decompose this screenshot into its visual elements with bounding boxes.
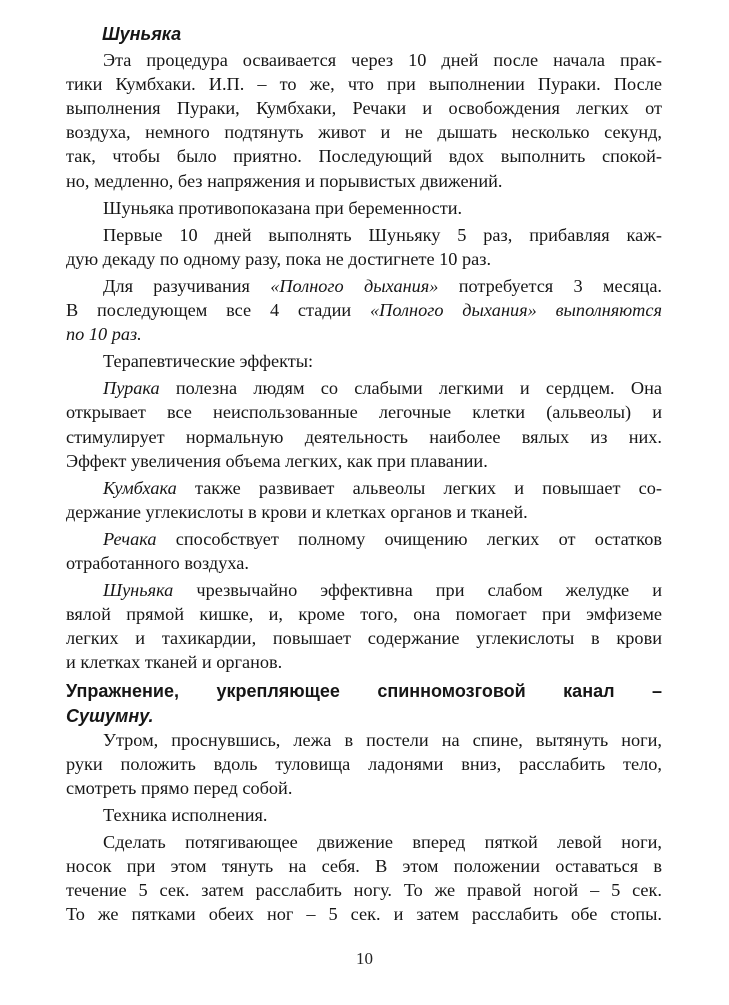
paragraph-technique	[66, 830, 662, 926]
text-line	[66, 274, 662, 298]
text-line	[66, 527, 662, 551]
text-line: носок при этом тянуть на себя. В этом положении оставаться в	[66, 856, 662, 877]
exercise-title-line: Упражнение, укрепляющее спинномозговой канал –	[66, 681, 662, 702]
paragraph-technique-label: Техника исполнения.	[103, 804, 268, 825]
italic-term: Речака	[103, 528, 157, 549]
text-span: способствует полному очищению легких от остатков	[156, 528, 662, 549]
text-line: течение 5 сек. затем расслабить ногу. То же правой ногой – 5 сек.	[66, 880, 662, 901]
text-span: потребуется 3 месяца.	[438, 275, 662, 296]
text-span: чрезвычайно эффективна при слабом желудке и	[173, 580, 662, 601]
text-line: Эффект увеличения объема легких, как при плавании.	[66, 450, 488, 471]
text-line: открывает все неиспользованные легочные клетки (альвеолы) и	[66, 402, 662, 423]
italic-term: Шуньяка	[103, 580, 174, 601]
paragraph-start-position	[66, 728, 662, 800]
text-span: полезна людям со слабыми легкими и сердцем. Она	[159, 378, 662, 399]
exercise-title-line: Сушумну.	[66, 705, 154, 726]
text-line: легких и тахикардии, повышает содержание углекислоты в крови	[66, 628, 662, 649]
text-block	[66, 22, 662, 926]
text-line: так, чтобы было приятно. Последующий вдох выполнить спокой-	[66, 146, 662, 167]
paragraph-shunyaka-effects	[66, 578, 662, 674]
paragraph-rechaka	[66, 527, 662, 575]
text-line: Первые 10 дней выполнять Шуньяку 5 раз, прибавляя каж-	[103, 224, 662, 245]
text-line: выполнения Пураки, Кумбхаки, Речаки и освобождения легких от	[66, 98, 662, 119]
text-line: воздуха, немного подтянуть живот и не дышать несколько секунд,	[66, 122, 662, 143]
text-line	[66, 476, 662, 500]
text-line: держание углекислоты в крови и клетках органов и тканей.	[66, 501, 528, 522]
page-number: 10	[356, 949, 373, 968]
text-line	[66, 298, 662, 322]
text-line: смотреть прямо перед собой.	[66, 777, 293, 798]
text-line: То же пятками обеих ног – 5 сек. и затем расслабить обе стопы.	[66, 904, 662, 925]
paragraph-puraka	[66, 376, 662, 472]
paragraph-repetitions	[66, 223, 662, 271]
text-span: Для разучивания	[103, 275, 271, 296]
paragraph-shunyaka-intro	[66, 48, 662, 193]
text-line: Сделать потягивающее движение вперед пяткой левой ноги,	[103, 832, 662, 852]
italic-term: «Полного дыхания» выполняются	[370, 300, 662, 321]
text-line: тики Кумбхаки. И.П. – то же, что при выполнении Пураки. После	[66, 74, 662, 95]
paragraph-contraindication: Шуньяка противопоказана при беременности.	[103, 197, 463, 218]
text-line: руки положить вдоль туловища ладонями вниз, расслабить тело,	[66, 753, 662, 774]
text-span: В последующем все 4 стадии	[66, 300, 371, 321]
text-line: Утром, проснувшись, лежа в постели на спине, вытянуть ноги,	[103, 729, 662, 750]
text-span: также развивает альвеолы легких и повышает со-	[176, 477, 662, 498]
text-line	[66, 376, 662, 400]
text-line: отработанного воздуха.	[66, 552, 249, 573]
italic-term: по 10 раз.	[66, 324, 142, 345]
text-line: но, медленно, без напряжения и порывистых движений.	[66, 170, 503, 191]
italic-term: Кумбхака	[103, 477, 177, 498]
section-title: Шуньяка	[102, 24, 182, 44]
text-line: вялой прямой кишке, и, кроме того, она помогает при эмфиземе	[66, 604, 662, 625]
exercise-title	[66, 679, 662, 727]
text-line	[66, 578, 662, 602]
italic-term: Пурака	[103, 378, 160, 399]
text-line: Эта процедура осваивается через 10 дней после начала прак-	[103, 50, 662, 71]
paragraph-effects-label: Терапевтические эффекты:	[103, 351, 314, 372]
italic-term: «Полного дыхания»	[270, 275, 439, 296]
text-line: дую декаду по одному разу, пока не достигнете 10 раз.	[66, 248, 492, 269]
text-line: стимулирует нормальную деятельность наиболее вялых из них.	[66, 426, 662, 447]
paragraph-kumbhaka	[66, 476, 662, 524]
text-line: и клетках тканей и органов.	[66, 652, 283, 673]
paragraph-full-breath	[66, 274, 662, 346]
text-line	[66, 322, 662, 346]
